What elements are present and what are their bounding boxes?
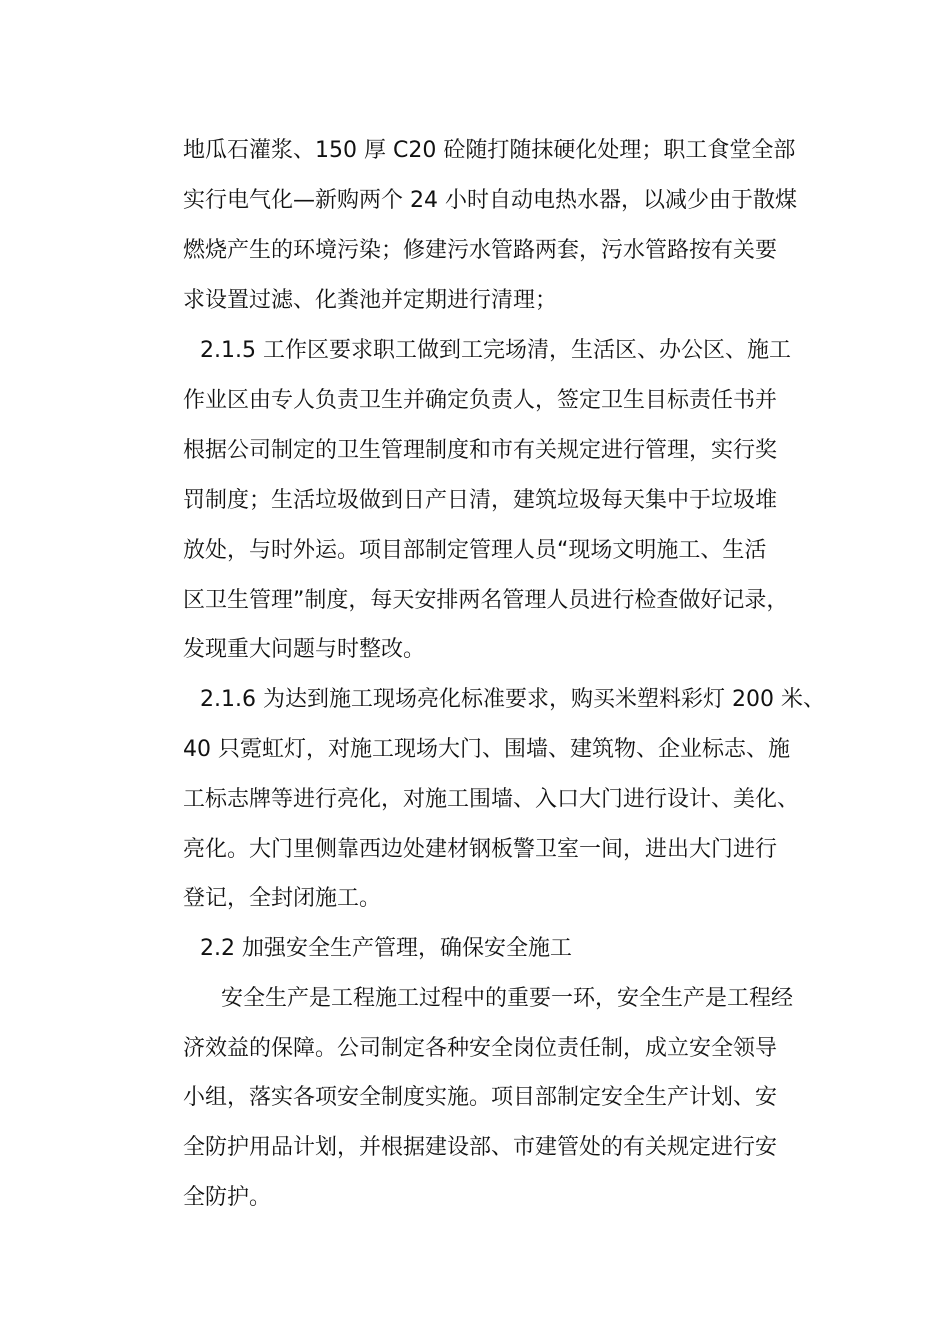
- text-line: 求设置过滤、化粪池并定期进行清理；: [183, 288, 558, 313]
- text-line: 亮化。大门里侧靠西边处建材钢板警卫室一间，进出大门进行: [183, 837, 778, 862]
- text-line: 根据公司制定的卫生管理制度和市有关规定进行管理，实行奖: [183, 438, 778, 463]
- text-line: 罚制度；生活垃圾做到日产日清，建筑垃圾每天集中于垃圾堆: [183, 488, 778, 513]
- text-line: 全防护用品计划，并根据建设部、市建管处的有关规定进行安: [183, 1135, 778, 1160]
- text-line: 作业区由专人负责卫生并确定负责人，签定卫生目标责任书并: [183, 388, 778, 413]
- text-line: 地瓜石灌浆、150 厚 C20 砼随打随抹硬化处理；职工食堂全部: [183, 138, 796, 163]
- text-line: 安全生产是工程施工过程中的重要一环，安全生产是工程经: [221, 986, 794, 1011]
- text-line: 济效益的保障。公司制定各种安全岗位责任制，成立安全领导: [183, 1036, 778, 1061]
- text-line: 40 只霓虹灯，对施工现场大门、围墙、建筑物、企业标志、施: [183, 737, 790, 762]
- text-line: 区卫生管理”制度，每天安排两名管理人员进行检查做好记录，: [183, 588, 789, 613]
- text-line: 发现重大问题与时整改。: [183, 637, 426, 662]
- text-line: 燃烧产生的环境污染；修建污水管路两套，污水管路按有关要: [183, 238, 778, 263]
- text-line: 全防护。: [183, 1185, 272, 1210]
- text-line: 2.1.5 工作区要求职工做到工完场清，生活区、办公区、施工: [200, 338, 791, 363]
- text-line: 小组，落实各项安全制度实施。项目部制定安全生产计划、安: [183, 1085, 778, 1110]
- text-line: 登记，全封闭施工。: [183, 886, 382, 911]
- section-heading: 2.2 加强安全生产管理，确保安全施工: [200, 936, 572, 961]
- text-line: 工标志牌等进行亮化，对施工围墙、入口大门进行设计、美化、: [183, 787, 800, 812]
- text-line: 实行电气化—新购两个 24 小时自动电热水器，以减少由于散煤: [183, 188, 797, 213]
- text-line: 放处，与时外运。项目部制定管理人员“现场文明施工、生活: [183, 538, 767, 563]
- text-line: 2.1.6 为达到施工现场亮化标准要求，购买米塑料彩灯 200 米、: [200, 687, 825, 712]
